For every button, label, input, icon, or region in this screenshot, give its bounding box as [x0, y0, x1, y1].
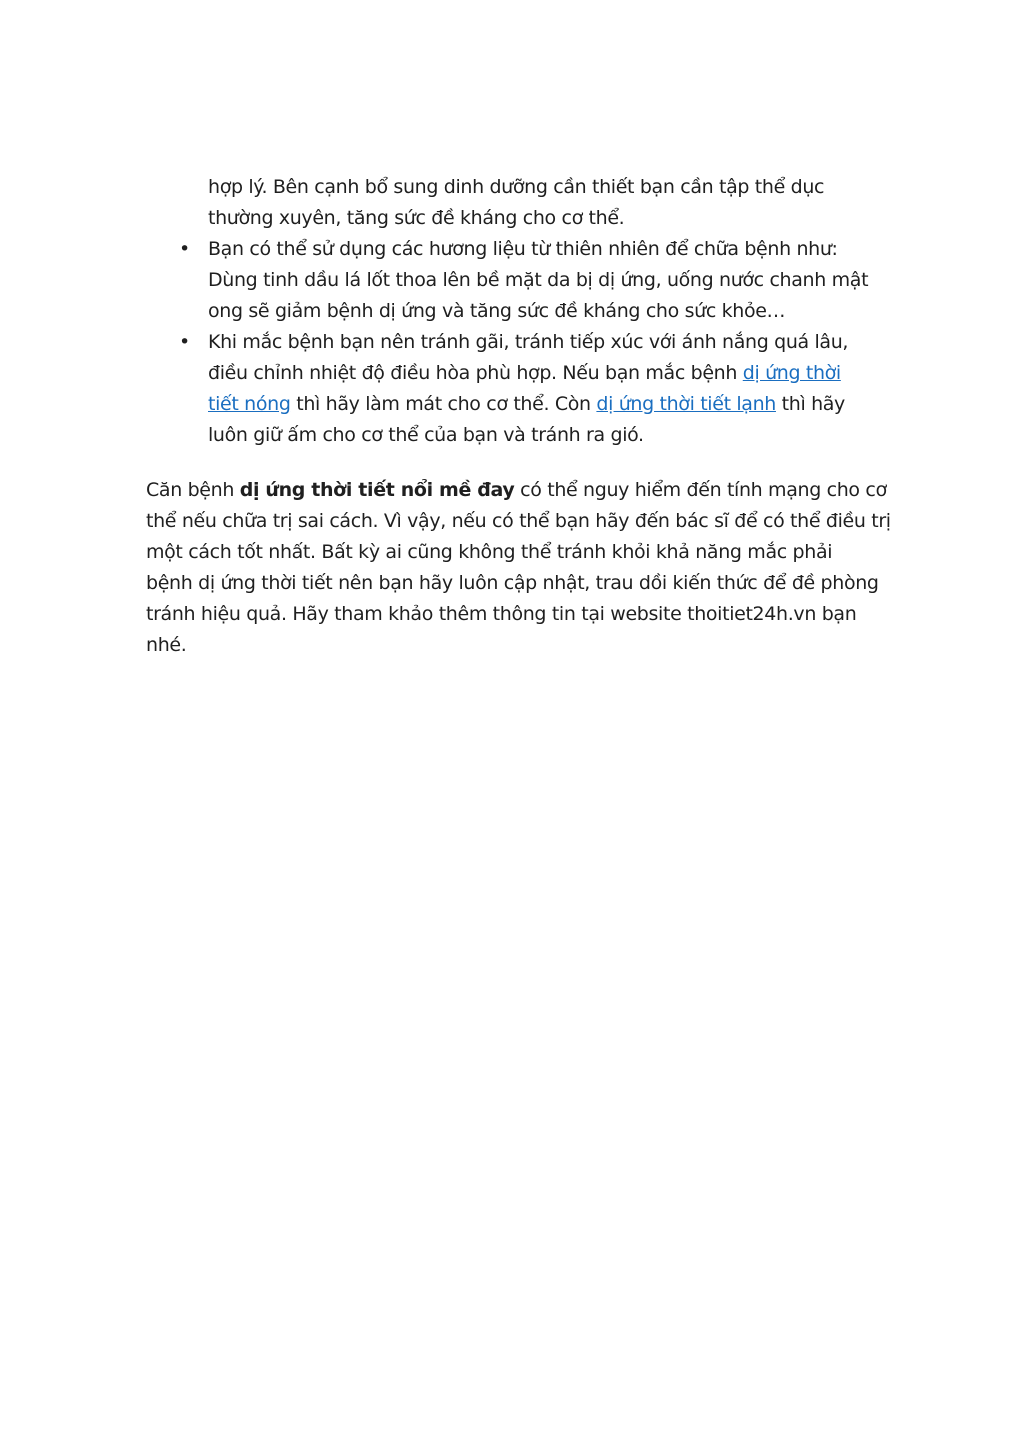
- link-hot-weather-allergy-cont[interactable]: tiết nóng: [208, 393, 291, 415]
- text-line: tránh hiệu quả. Hãy tham khảo thêm thông tin tại website thoitiet24h.vn bạn: [146, 603, 857, 625]
- bullet-icon: •: [179, 331, 191, 353]
- text-line: bệnh dị ứng thời tiết nên bạn hãy luôn cập nhật, trau dồi kiến thức để đề phòng: [146, 572, 879, 594]
- bold-keyword: dị ứng thời tiết nổi mề đay: [239, 479, 515, 501]
- text-span: thì hãy làm mát cho cơ thể. Còn: [290, 393, 597, 415]
- text-line: Bạn có thể sử dụng các hương liệu từ thiên nhiên để chữa bệnh như:: [208, 238, 838, 260]
- paragraph-gap: [146, 451, 886, 475]
- text-span: có thể nguy hiểm đến tính mạng cho cơ: [514, 479, 887, 501]
- text-line: [146, 475, 886, 506]
- text-line: [146, 389, 886, 420]
- text-span: điều chỉnh nhiệt độ điều hòa phù hợp. Nếu bạn mắc bệnh: [208, 362, 743, 384]
- text-span: thì hãy: [775, 393, 845, 415]
- text-span: Căn bệnh: [146, 479, 240, 501]
- text-line: [146, 358, 886, 389]
- list-item-continuation: [146, 172, 886, 234]
- link-hot-weather-allergy[interactable]: dị ứng thời: [742, 362, 841, 384]
- text-line: một cách tốt nhất. Bất kỳ ai cũng không thể tránh khỏi khả năng mắc phải: [146, 541, 833, 563]
- text-line: thường xuyên, tăng sức đề kháng cho cơ thể.: [208, 207, 625, 229]
- text-line: luôn giữ ấm cho cơ thể của bạn và tránh ra gió.: [208, 424, 644, 446]
- text-line: hợp lý. Bên cạnh bổ sung dinh dưỡng cần thiết bạn cần tập thể dục: [208, 176, 825, 198]
- conclusion-paragraph: [146, 475, 891, 661]
- link-cold-weather-allergy[interactable]: dị ứng thời tiết lạnh: [596, 393, 776, 415]
- bullet-icon: •: [179, 238, 191, 260]
- document-page: [146, 172, 891, 661]
- text-line: Khi mắc bệnh bạn nên tránh gãi, tránh tiếp xúc với ánh nắng quá lâu,: [208, 331, 849, 353]
- text-line: ong sẽ giảm bệnh dị ứng và tăng sức đề kháng cho sức khỏe…: [208, 300, 786, 322]
- list-item-natural-remedies: [146, 234, 886, 327]
- text-line: thể nếu chữa trị sai cách. Vì vậy, nếu có thể bạn hãy đến bác sĩ để có thể điều trị: [146, 510, 891, 532]
- list-item-avoid-scratching: [146, 327, 886, 451]
- text-line: Dùng tinh dầu lá lốt thoa lên bề mặt da bị dị ứng, uống nước chanh mật: [208, 269, 869, 291]
- text-line: nhé.: [146, 634, 187, 656]
